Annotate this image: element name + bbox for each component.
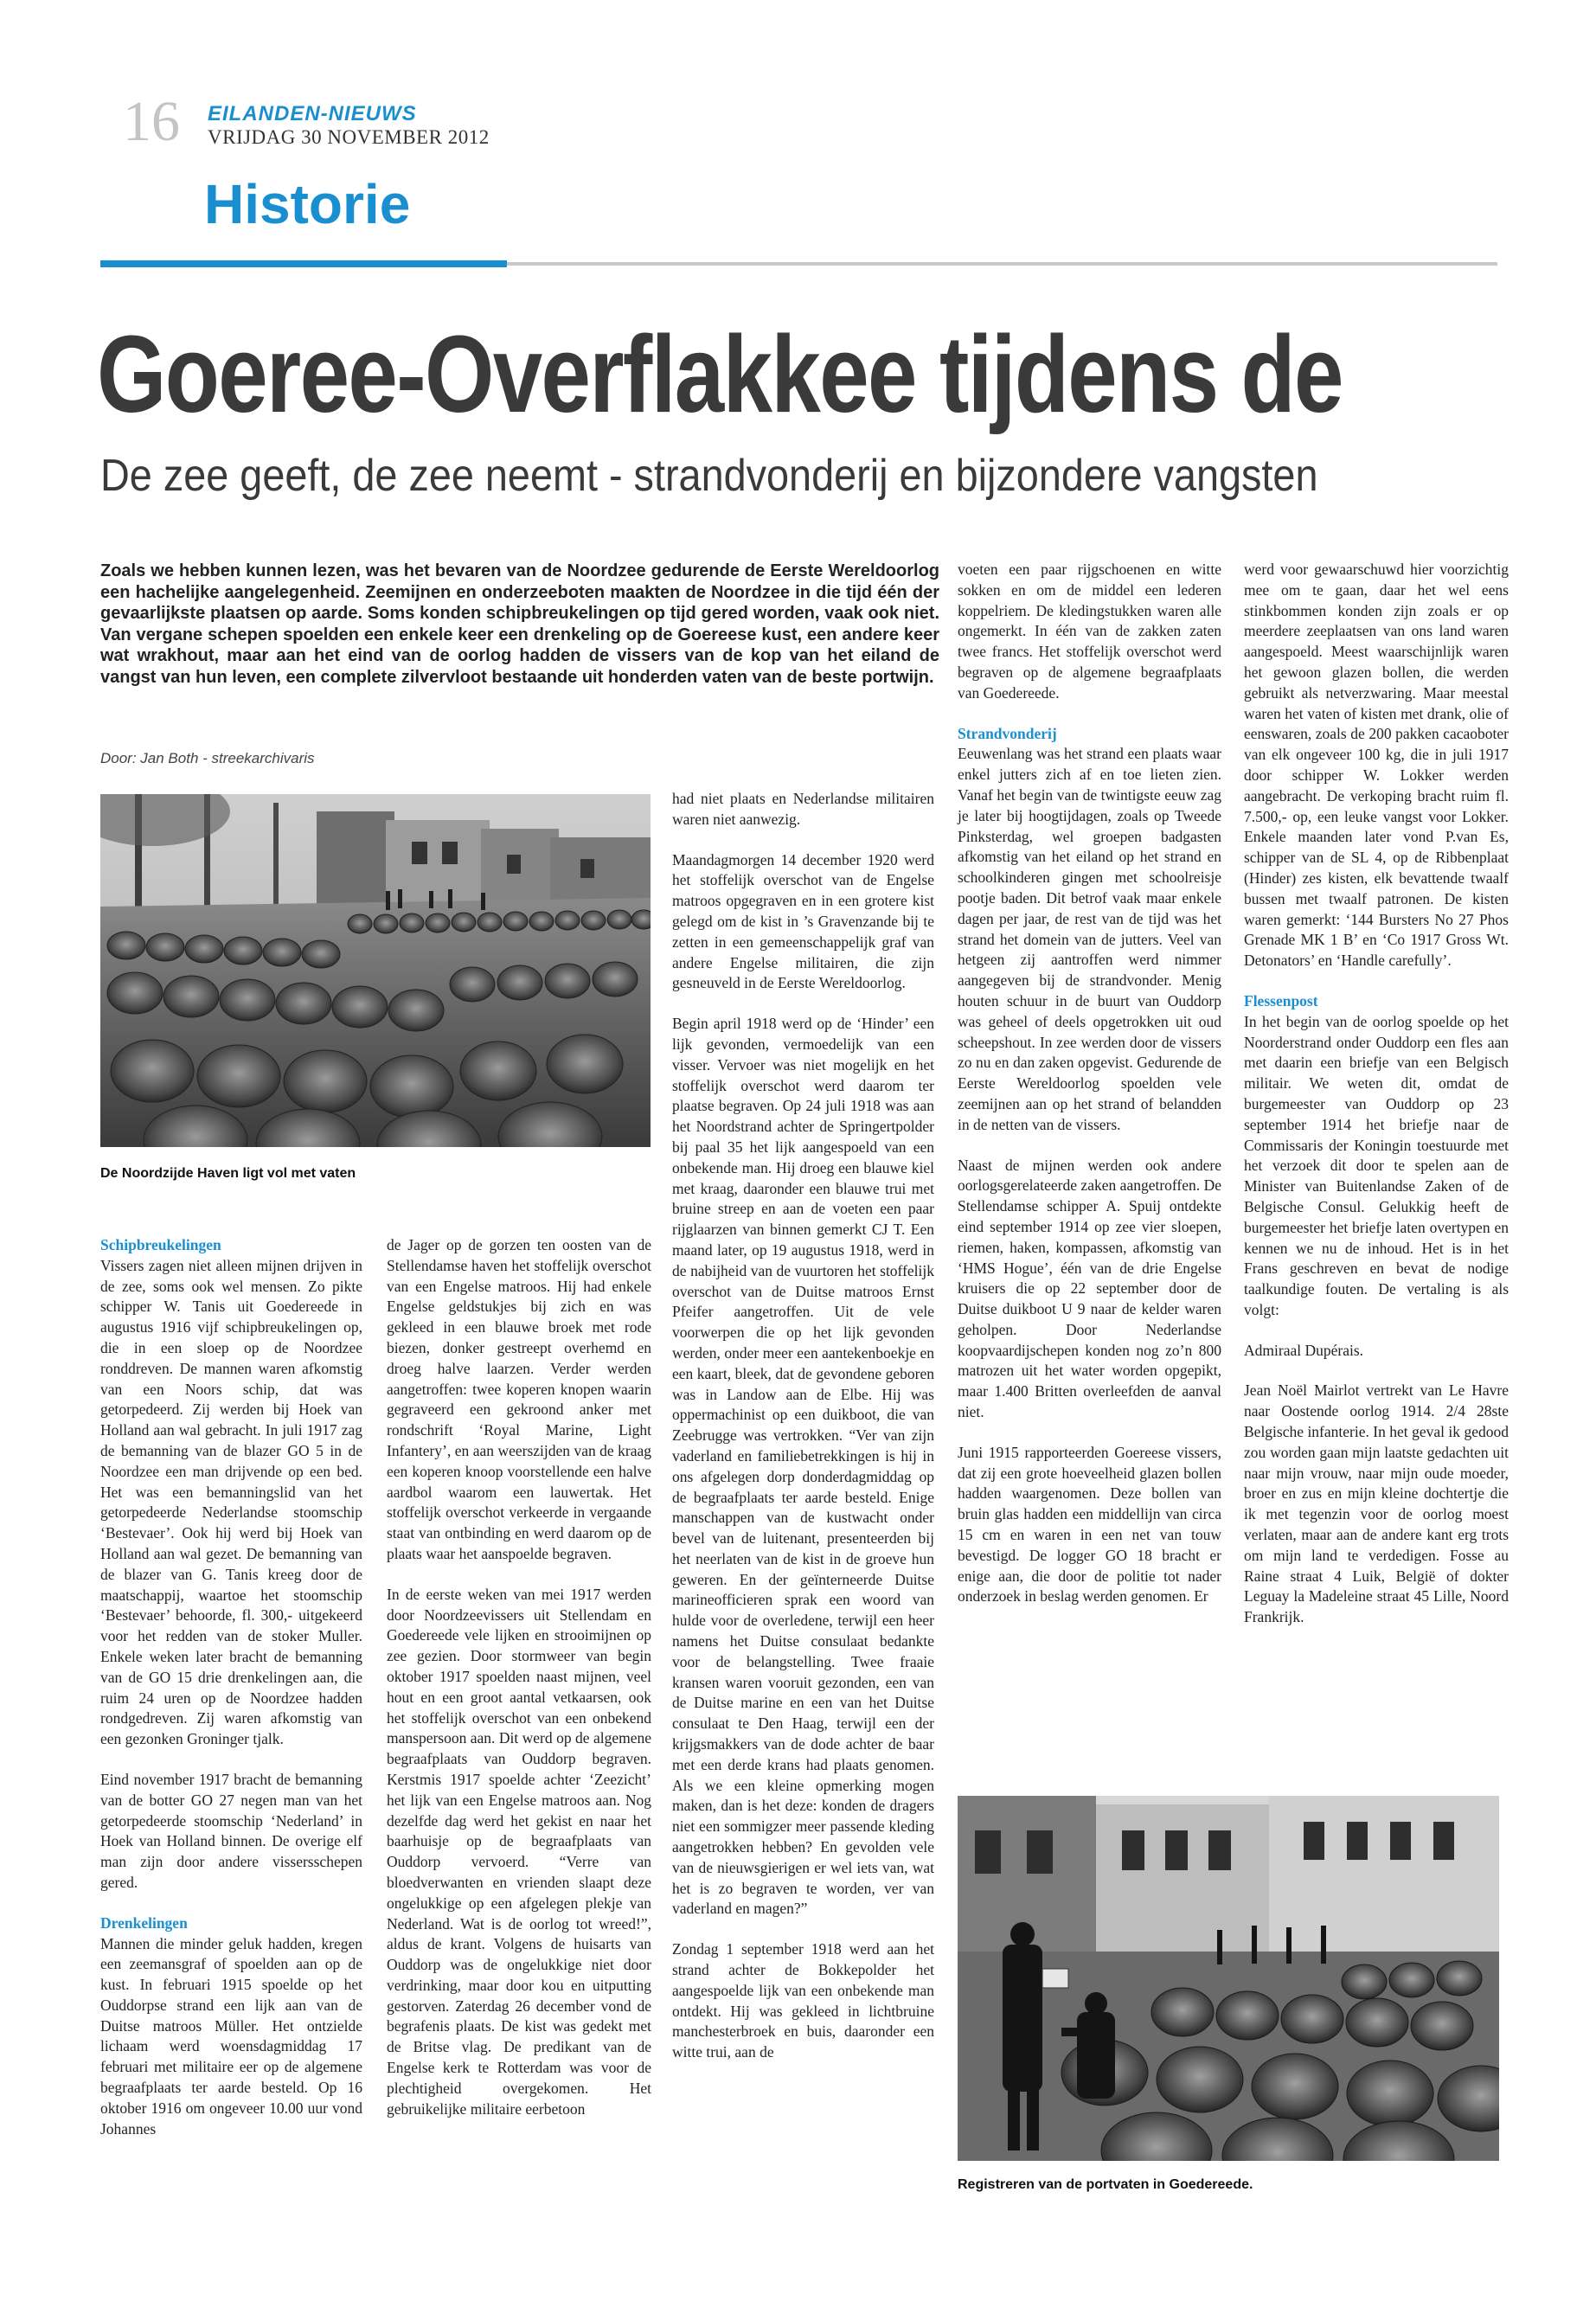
photo1-caption: De Noordzijde Haven ligt vol met vaten: [100, 1166, 356, 1181]
paragraph: Eind november 1917 bracht de bemanning van de botter GO 27 negen man van het getorpedeerde stoomschip ‘Nederland’ in Hoek van Holland binnen. De overige elf man zijn door andere vissersschepen gered.: [100, 1770, 362, 1891]
paragraph: Begin april 1918 werd op de ‘Hinder’ een lijk gevonden, vermoedelijk van een visser. Vervoer was niet mogelijk en het stoffelijk overschot werd daarom ter plaatse begraven. Op 24 juli 1918 was aan het Noordstrand achter de Springertpolder bij paal 35 het lijk aangespoeld van een onbekende man. Hij droeg een blauwe kiel met kraag, daaronder een blauwe trui met bruine streep en aan de voeten een paar rijglaarzen van binnen gemerkt CJ T. Een maand later, op 19 augustus 1918, werd in de nabijheid van de vuurtoren het stoffelijk overschot van de Duitse matroos Ernst Pfeifer aangetroffen. Uit de vele voorwerpen die op het lijk gevonden werden, onder meer een aantekenboekje en een kaart, bleek, dat de gevondene geboren was in Landow aan de Elbe. Hij was oppermachinist op een duikboot, die van Zeebrugge was vertrokken. “Ver van zijn vaderland en familiebetrekkingen is hij in ons afgelegen dorp donderdagmiddag op de begraafplaats ter aarde besteld. Enige manschappen van de kustwacht onder bevel van de luitenant, presenteerden bij het neerlaten van de kist in de groeve hun geweren. En der geïnterneerde Duitse marineofficieren sprak een woord van hulde voor de overledene, terwijl een heer namens het Duitse consulaat bedankte voor de belangstelling. Twee fraaie kransen waren vooruit gezonden, een van de Duitse marine en een van het Duitse consulaat te Den Haag, terwijl een der krijgsmakkers van de dode achter de baar met een derde krans had plaats genomen. Als we een kleine opmerking mogen maken, dan is het deze: konden de dragers niet een sommigzer meer passende kleding aangetrokken hebben? En gevolden vele van de nieuwsgierigen er wel iets van, wat het is zo begraven te worden, ver van vaderland en magen?”: [672, 1015, 934, 1918]
byline: Door: Jan Both - streekarchivaris: [100, 750, 315, 766]
page-number: 16: [123, 90, 180, 153]
section-rule-accent: [100, 260, 507, 267]
article-column-3: [672, 789, 934, 2063]
paragraph: Eeuwenlang was het strand een plaats waar enkel jutters zich af en toe lieten zien. Vanaf het begin van de twintigste eeuw zag je later bij hoogtijdagen, zoals op Tweede Pinksterdag, wel groepen badgasten afkomstig van het eiland op het strand en schoolkinderen gingen met schoolreisje pootje baden. Dit betrof vaak maar enkele dagen per jaar, de rest van de tijd was het strand het domein van de jutters. Veel van hetgeen zij aantroffen werd nimmer aangegeven bij de strandvonder. Menig houten schuur in de buurt van Ouddorp was geheel of deels opgetrokken uit oud scheepshout. In zee werden door de vissers zo nu en dan zaken opgevist. Gedurende de Eerste Wereldoorlog spoelden vele zeemijnen aan op het strand of belandden in de netten van de vissers.: [958, 745, 1221, 1133]
paragraph: Mannen die minder geluk hadden, kregen een zeemansgraf of spoelden aan op de kust. In februari 1915 spoelde op het Ouddorpse strand een lijk aan van de Duitse matroos Müller. Het ontzielde lichaam werd woensdagmiddag 17 februari met militaire eer op de algemene begraafplaats ter aarde besteld. Op 16 oktober 1916 om ongeveer 10.00 uur vond Johannes: [100, 1934, 362, 2138]
article-column-4: [958, 560, 1221, 1607]
paragraph: Maandagmorgen 14 december 1920 werd het stoffelijk overschot van de Engelse matroos opgegraven en in een grotere kist gelegd om de kist in ’s Gravenzande bij te zetten in een gemeenschappelijk graf van andere Engelse militairen, die zijn gesneuveld in de Eerste Wereldoorlog.: [672, 850, 934, 992]
subheading-flessenpost: Flessenpost: [1244, 991, 1318, 1009]
article-column-2: [387, 1235, 651, 2119]
subheading-strandvonderij: Strandvonderij: [958, 724, 1057, 742]
article-subheadline: De zee geeft, de zee neemt - strandvonderij en bijzondere vangsten: [100, 451, 1318, 501]
section-rule: [507, 262, 1497, 266]
paragraph: In het begin van de oorlog spoelde op het Noorderstrand onder Ouddorp een fles aan met daarin een briefje van een Belgisch militair. We weten dit, omdat de burgemeester van Ouddorp op 23 september 1914 het briefje naar de Commissaris der Koningin toestuurde met het verzoek dit door te spelen aan de Minister van Buitenlandse Zaken of de Belgische Consul. Gelukkig heeft de burgemeester het briefje laten overtypen en kennen we nu de inhoud. Het is in het Frans geschreven en bevat de nodige taalkundige fouten. De vertaling is als volgt:: [1244, 1012, 1509, 1318]
article-column-5: [1244, 560, 1509, 1628]
paragraph: Vissers zagen niet alleen mijnen drijven in de zee, soms ook wel mensen. Zo pikte schipper W. Tanis uit Goedereede in augustus 1916 vijf schipbreukelingen op, die in een sloep op de Noordzee ronddreven. De mannen waren afkomstig van een Noors schip, dat was getorpedeerd. Zij werden bij Hoek van Holland aan wal gebracht. In juli 1917 zag de bemanning van de blazer GO 5 in de Noordzee een man drijvende op een bed. Het was een bemanningslid van het getorpedeerde Nederlandse stoomschip ‘Bestevaer’. Ook hij werd bij Hoek van Holland aan wal gezet. De bemanning van de blazer van G. Tanis kreeg door de maatschappij, waartoe het stoomschip ‘Bestevaer’ behoorde, fl. 300,- uitgekeerd voor het redden van de stoker Muller. Enkele weken later bracht de bemanning van de GO 15 drie drenkelingen aan, die ruim 24 uren op de Noordzee hadden rondgedreven. Zij waren afkomstig van een gezonken Groninger tjalk.: [100, 1256, 362, 1748]
paragraph: Zondag 1 september 1918 werd aan het strand achter de Bokkepolder het aangespoelde lijk van een onbekende man ontdekt. Hij was gekleed in lichtbruine manchesterbroek en buis, daaronder een witte trui, aan de: [672, 1940, 934, 2061]
paragraph: had niet plaats en Nederlandse militairen waren niet aanwezig.: [672, 790, 934, 828]
subheading-drenkelingen: Drenkelingen: [100, 1913, 188, 1932]
section-title: Historie: [204, 173, 411, 235]
subheading-schipbreukelingen: Schipbreukelingen: [100, 1236, 221, 1253]
paragraph: Jean Noël Mairlot vertrekt van Le Havre naar Oostende oorlog 1914. 2/4 28ste Belgische infanterie. In het geval ik gedood zou worden gaan mijn laatste gedachten uit naar mijn vrouw, naar mijn oude moeder, broer en zus en mijn kleine dochtertje die ik met tegenzin voor de oorlog moest verlaten, maar aan de andere kant erg trots om mijn land te verdedigen. Fosse au Raine straat 4 Luik, België of dokter Leguay la Madeleine straat 45 Lille, Noord Frankrijk.: [1244, 1381, 1509, 1626]
photo-registering-barrels: [958, 1796, 1499, 2161]
article-column-1: [100, 1235, 362, 2139]
photo2-caption: Registreren van de portvaten in Goedereede.: [958, 2177, 1253, 2192]
paragraph: werd voor gewaarschuwd hier voorzichtig mee om te gaan, daar het wel eens stinkbommen konden zijn zoals er op meerdere zeeplaatsen van ons land waren aangespoeld. Meest waarschijnlijk waren het gewoon glazen bollen, die werden gebruikt als netverzwaring. Maar meestal waren het vaten of kisten met drank, olie of eenswaren, zoals de 200 pakken cacaoboter van elk ongeveer 100 kg, die in juli 1917 door schipper W. Lokker werden aangebracht. De verkoping bracht ruim fl. 7.500,- op, een leuke vangst voor Lokker. Enkele maanden later vond P.van Es, schipper van de SL 4, op de Ribbenplaat (Hinder) zes kisten, elk bevattende twaalf bussen met twaalf patronen. De kisten waren gemerkt: ‘144 Bursters No 27 Phos Grenade MK 1 B’ en ‘Co 1917 Gross Wt. Detonators’ en ‘Handle carefully’.: [1244, 561, 1509, 970]
paragraph: Juni 1915 rapporteerden Goereese vissers, dat zij een grote hoeveelheid glazen bollen hadden waargenomen. Deze bollen van bruin glas hadden een middellijn van circa 15 cm en waren in een net van touw bevestigd. De logger GO 18 bracht er enige aan, die door de politie tot nader onderzoek in beslag werden genomen. Er: [958, 1443, 1221, 1606]
paragraph: Admiraal Dupérais.: [1244, 1341, 1364, 1359]
article-lead: Zoals we hebben kunnen lezen, was het bevaren van de Noordzee gedurende de Eerste Wereldoorlog een hachelijke aangelegenheid. Zeemijnen en onderzeeboten maakten de Noordzee in die tijd één der gevaarlijkste plaatsen op aarde. Soms konden schipbreukelingen op tijd gered worden, vaak ook niet. Van vergane schepen spoelden een enkele keer een drenkeling op de Goereese kust, een andere keer wat wrakhout, maar aan het eind van de oorlog hadden de vissers van de kop van het eiland de vangst van hun leven, een complete zilvervloot bestaande uit honderden vaten van de beste portwijn.: [100, 561, 939, 687]
paragraph: In de eerste weken van mei 1917 werden door Noordzeevissers uit Stellendam en Goedereede vele lijken en strooimijnen op zee gezien. Door stormweer van begin oktober 1917 spoelden naast mijnen, veel hout en een groot aantal vetkaarsen, ook het stoffelijk overschot van een onbekend manspersoon aan. Dit werd op de algemene begraafplaats van Ouddorp begraven. Kerstmis 1917 spoelde achter ‘Zeezicht’ het lijk van een Engelse matroos aan. Nog dezelfde dag werd het gekist en naar het baarhuisje op de begraafplaats van Ouddorp vervoerd. “Verre van bloedverwanten en vrienden slaapt deze ongelukkige op een afgelegen plekje van Nederland. Wat is de oorlog tot wreed!”, aldus de krant. Volgens de huisarts van Ouddorp was de ongelukkige niet door verdrinking, maar door kou en uitputting gestorven. Zaterdag 26 december vond de begrafenis plaats. De kist was gedekt met de Britse vlag. De predikant van de Engelse kerk te Rotterdam was voor de plechtigheid overgekomen. Het gebruikelijke militaire eerbetoon: [387, 1585, 651, 2118]
paragraph: voeten een paar rijgschoenen en witte sokken en om de middel een lederen koppelriem. De kledingstukken waren alle ongemerkt. In één van de zakken zaten twee francs. Het stoffelijk overschot werd begraven op de algemene begraafplaats van Goedereede.: [958, 561, 1221, 702]
article-headline: Goeree-Overflakkee tijdens de: [97, 313, 1343, 435]
masthead-logo: EILANDEN-NIEUWS: [208, 102, 417, 125]
photo-harbour-barrels: [100, 794, 651, 1147]
issue-date: VRIJDAG 30 NOVEMBER 2012: [208, 126, 490, 148]
paragraph: Naast de mijnen werden ook andere oorlogsgerelateerde zaken aangetroffen. De Stellendamse schipper A. Spuij ontdekte eind september 1914 op zee vier sloepen, riemen, haken, kompassen, afkomstig van ‘HMS Hogue’, één van de drie Engelse kruisers die op 22 september door de Duitse duikboot U 9 naar de kelder waren geholpen. Door Nederlandse koopvaardijschepen konden nog zo’n 800 matrozen uit het water worden opgepikt, maar 1.400 Britten overleefden de aanval niet.: [958, 1156, 1221, 1421]
registering-photo-image: [958, 1796, 1499, 2161]
paragraph: de Jager op de gorzen ten oosten van de Stellendamse haven het stoffelijk overschot van een Engelse matroos. Hij had enkele Engelse geldstukjes bij zich en was gekleed in een blauwe broek met rode biezen, donker gestreept overhemd en droeg halve laarzen. Verder werden aangetroffen: twee koperen knopen waarin gegraveerd een gekroond anker met rondschrift ‘Royal Marine, Light Infantery’, en aan weerszijden van de kraag een koperen knoop voorstellende een halve aardbol waarom een lauwertak. Het stoffelijk overschot verkeerde in vergaande staat van ontbinding en werd daarom op de plaats waar het aanspoelde begraven.: [387, 1236, 651, 1562]
harbour-photo-image: [100, 794, 651, 1147]
